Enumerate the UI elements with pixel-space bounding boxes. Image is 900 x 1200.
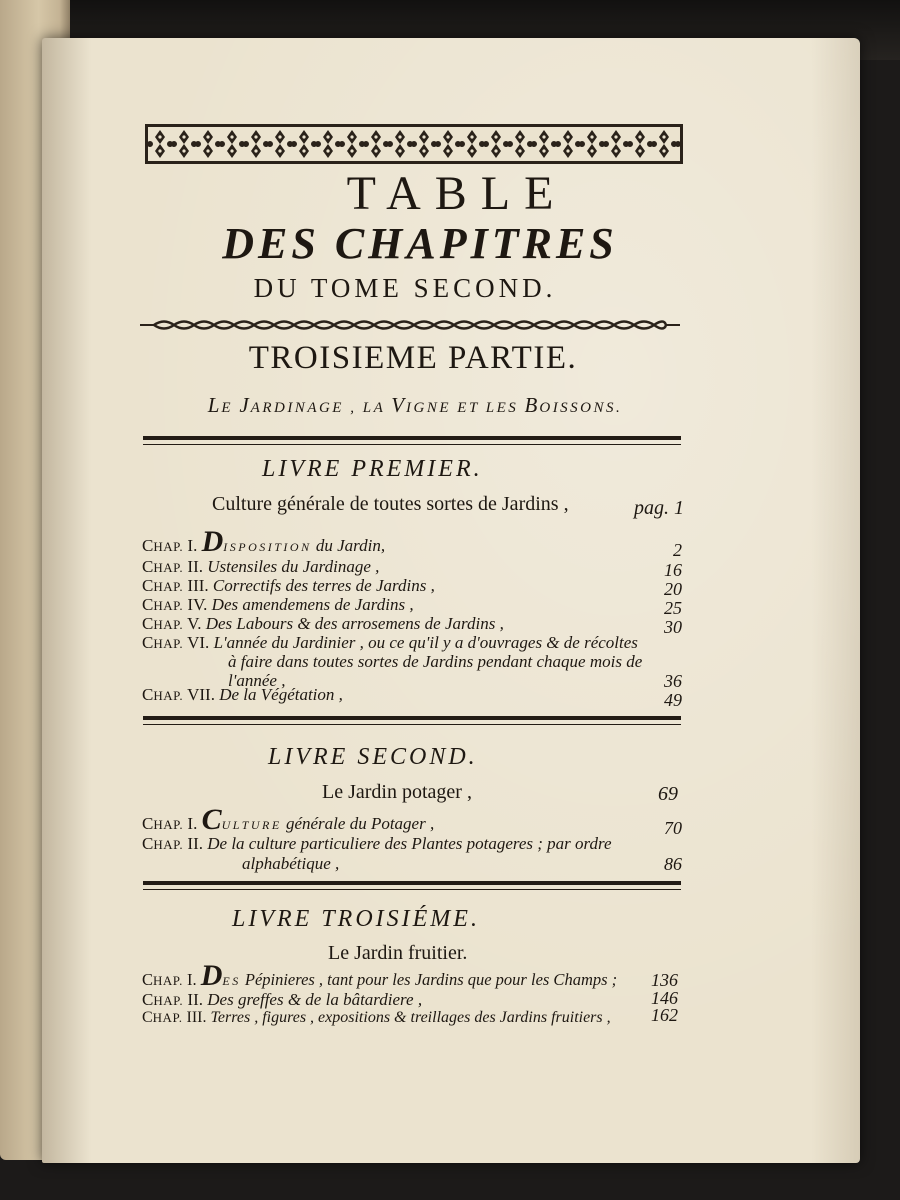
livre-premier-line: Culture générale de toutes sortes de Jardins , (212, 493, 569, 515)
chapter-label: CHAP. II. (142, 834, 208, 853)
chapter-entry: CHAP. III. Terres , figures , expositions & treillages des Jardins fruitiers , (142, 1009, 611, 1026)
headpiece-pattern (148, 127, 680, 161)
chapter-entry: CHAP. II. Des greffes & de la bâtardiere , (142, 990, 423, 1009)
subtitle-cap-2: J (239, 393, 251, 417)
chapter-entry: CHAP. III. Correctifs des terres de Jardins , (142, 576, 435, 595)
subtitle-cap-4: V (391, 393, 407, 417)
chapter-label: CHAP. II. (142, 557, 208, 576)
chapter-page: 25 (664, 598, 682, 618)
chapter-label: CHAP. II. (142, 990, 208, 1009)
chapter-entry: CHAP. II. De la culture particuliere des Plantes potageres ; par ordre (142, 834, 612, 853)
chapter-entry: CHAP. I. DISPOSITION du Jardin, (142, 525, 386, 558)
chapter-page: 162 (651, 1005, 678, 1025)
chapter-page: 49 (664, 690, 682, 710)
chapter-label: CHAP. VI. (142, 633, 214, 652)
chapter-page: 36 (664, 671, 682, 691)
section-rule-3 (143, 881, 681, 890)
livre-second-heading: LIVRE SECOND. (268, 744, 478, 770)
chapter-entry: CHAP. VI. L'année du Jardinier , ou ce qu'il y a d'ouvrages & de récoltes (142, 633, 638, 652)
chapter-label: CHAP. III. (142, 576, 213, 595)
chapter-page: 2 (673, 540, 682, 560)
part-subtitle (145, 393, 685, 418)
chapter-continuation: à faire dans toutes sortes de Jardins pendant chaque mois de (228, 652, 643, 671)
chapter-page: 86 (664, 854, 682, 874)
chapter-page: 146 (651, 988, 678, 1008)
chapter-label: CHAP. III. (142, 1009, 211, 1026)
drop-initial: D (201, 525, 224, 558)
title-table: TABLE (346, 167, 568, 220)
livre-second-line: Le Jardin potager , (322, 781, 472, 803)
subtitle-cap-5: B (524, 393, 540, 417)
title-tome: DU TOME SECOND. (253, 273, 557, 303)
ornamental-headpiece (145, 124, 683, 164)
livre-troisieme-heading: LIVRE TROISIÉME. (232, 906, 480, 932)
subtitle-sc-3: LA (362, 400, 392, 416)
subtitle-sc-1: E (221, 400, 240, 416)
chapter-continuation: l'année , (228, 671, 286, 690)
drop-initial: D (200, 959, 223, 992)
section-rule-1 (143, 436, 681, 445)
chapter-label: CHAP. IV. (142, 595, 212, 614)
livre-premier-pag: pag. 1 (634, 497, 684, 519)
drop-initial: C (201, 803, 222, 836)
chapter-label: CHAP. VII. (142, 685, 220, 704)
livre-second-pag: 69 (658, 783, 678, 805)
chapter-entry: CHAP. I. CULTURE générale du Potager , (142, 803, 435, 836)
chapter-continuation: alphabétique , (242, 854, 340, 873)
part-heading: TROISIEME PARTIE. (248, 340, 578, 376)
subtitle-sc-2: ARDINAGE , (250, 400, 363, 416)
chapter-entry: CHAP. I. DES Pépinieres , tant pour les Jardins que pour les Champs ; (142, 959, 618, 992)
chapter-page: 30 (664, 617, 682, 637)
chapter-page: 20 (664, 579, 682, 599)
livre-troisieme-line: Le Jardin fruitier. (328, 942, 468, 964)
chapter-label: CHAP. I. (142, 536, 202, 555)
livre-premier-heading: LIVRE PREMIER. (262, 456, 483, 482)
chapter-page: 136 (651, 970, 678, 990)
title-des-chapitres: DES CHAPITRES (222, 219, 618, 268)
subtitle-sc-4: IGNE ET LES (406, 400, 525, 416)
chapter-entry: CHAP. VII. De la Végétation , (142, 685, 343, 704)
ornamental-rule (140, 318, 680, 332)
subtitle-cap-1: L (207, 393, 222, 417)
chapter-label: CHAP. I. (142, 970, 201, 989)
chapter-label: CHAP. I. (142, 814, 202, 833)
section-rule-2 (143, 716, 681, 725)
chapter-entry: CHAP. V. Des Labours & des arrosemens de Jardins , (142, 614, 504, 633)
chapter-page: 70 (664, 818, 682, 838)
chapter-label: CHAP. V. (142, 614, 206, 633)
subtitle-sc-5: OISSONS. (539, 400, 623, 416)
chapter-entry: CHAP. IV. Des amendemens de Jardins , (142, 595, 414, 614)
chapter-page: 16 (664, 560, 682, 580)
chapter-entry: CHAP. II. Ustensiles du Jardinage , (142, 557, 380, 576)
